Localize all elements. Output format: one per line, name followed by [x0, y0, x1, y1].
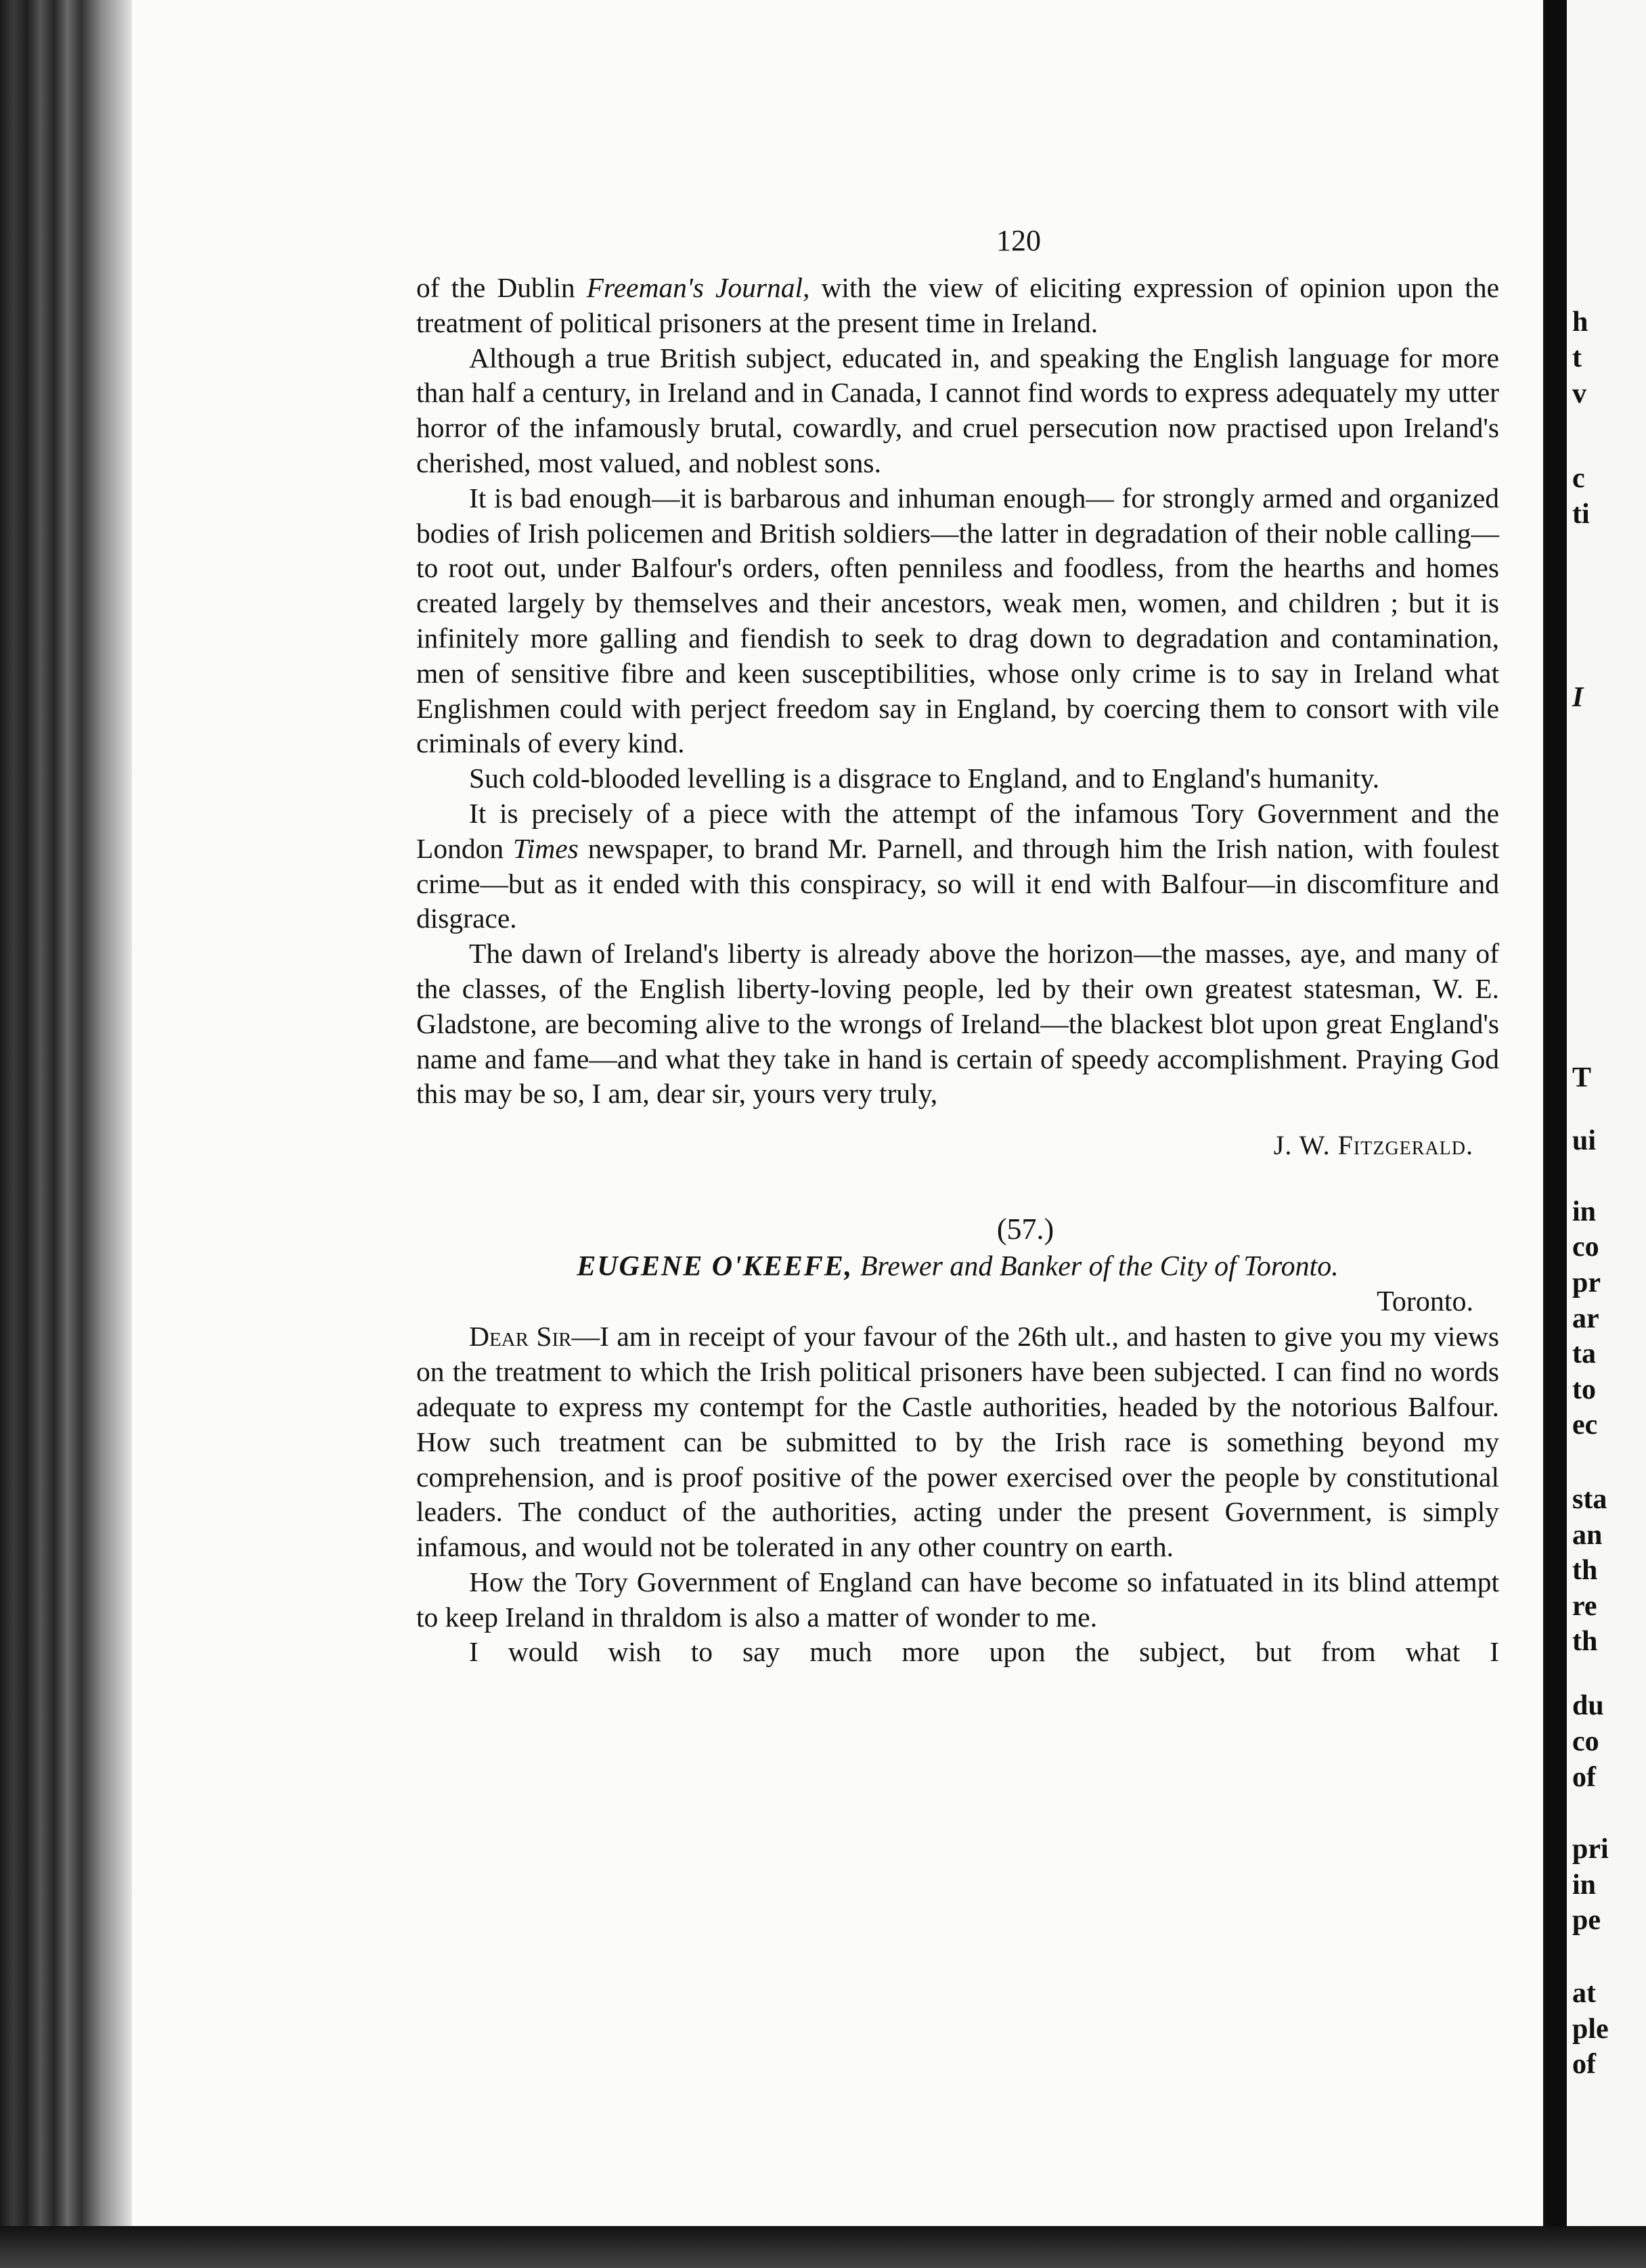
letter-paragraph: I would wish to say much more upon the subject, but from what I — [469, 1636, 1499, 1668]
next-page-fragment: c — [1572, 463, 1585, 494]
letter-paragraph: Although a true British subject, educated in, and speaking the English language for more than half a century, in Ireland and in Canada, I cannot find words to express adequately my utter horror of the infamously brutal, cowardly, and cruel persecution now practised upon Ireland's cherished, most valued, and noblest sons. — [416, 342, 1499, 478]
letter-paragraph: The dawn of Ireland's liberty is already above the horizon—the masses, aye, and many of the classes, of the English liberty-loving people, led by their own greatest statesman, W. E. Gladstone, are becoming alive to the wrongs of Ireland—the blackest blot upon great England's name and fame—and what they take in hand is certain of speedy accomplishment. Praying God this may be so, I am, dear sir, yours very truly, — [416, 938, 1499, 1110]
next-page-fragment: of — [1572, 1762, 1596, 1793]
next-page-fragment: I — [1572, 682, 1584, 713]
next-page-edge — [1567, 0, 1646, 2233]
next-page-fragment: sta — [1572, 1484, 1607, 1515]
next-page-fragment: an — [1572, 1520, 1603, 1551]
letter-number: (57.) — [996, 1212, 1054, 1246]
letter-place: Toronto. — [1377, 1286, 1473, 1317]
journal-title: Freeman's Journal, — [586, 272, 810, 303]
signature: J. W. Fitzgerald. — [1273, 1130, 1473, 1161]
continuation-text-end: with the view of eliciting expression of opinion upon the treatment of political prisoners at the present time in Ireland. — [416, 272, 1499, 338]
newspaper-title: Times — [512, 832, 579, 864]
page-gutter — [1547, 0, 1567, 2268]
letter-paragraph: How the Tory Government of England can have become so infatuated in its blind attempt to keep Ireland in thraldom is also a matter of wonder to me. — [416, 1566, 1499, 1633]
next-page-fragment: in — [1572, 1196, 1597, 1227]
letter-paragraph — [416, 1319, 1499, 1565]
letter-heading — [416, 1250, 1499, 1285]
next-page-fragment: ta — [1572, 1338, 1596, 1369]
next-page-fragment: ui — [1572, 1125, 1597, 1156]
next-page-fragment: T — [1572, 1062, 1592, 1093]
next-page-fragment: co — [1572, 1726, 1599, 1757]
letter-paragraph — [416, 796, 1499, 936]
next-page-fragment: v — [1572, 378, 1586, 409]
next-page-fragment: du — [1572, 1690, 1604, 1721]
next-page-fragment: pr — [1572, 1267, 1601, 1298]
continuation-text-start: of the Dublin — [416, 272, 587, 303]
next-page-fragment: at — [1572, 1978, 1596, 2009]
next-page-fragment: t — [1572, 342, 1582, 373]
next-page-fragment: ti — [1572, 499, 1590, 530]
page-bottom-edge — [0, 2226, 1646, 2268]
next-page-fragment: re — [1572, 1591, 1597, 1622]
next-page-fragment: ec — [1572, 1409, 1598, 1441]
continuation-paragraph — [416, 271, 1499, 341]
salutation: Dear Sir — [469, 1321, 572, 1353]
next-page-fragment: co — [1572, 1231, 1599, 1263]
author-name: EUGENE O'KEEFE, — [577, 1250, 853, 1282]
letter-paragraph: Such cold-blooded levelling is a disgrace to England, and to England's humanity. — [469, 763, 1380, 794]
next-page-fragment: pri — [1572, 1834, 1609, 1865]
book-binding — [0, 0, 135, 2268]
next-page-fragment: in — [1572, 1869, 1597, 1901]
page-number: 120 — [996, 224, 1041, 257]
next-page-fragment: of — [1572, 2049, 1596, 2080]
next-page-fragment: ar — [1572, 1303, 1599, 1334]
letter-paragraph: It is bad enough—it is barbarous and inhuman enough— for strongly armed and organized bodies of Irish policemen and British soldiers—the latter in degradation of their noble calling—to root out, under Balfour's orders, often penniless and foodless, from the hearths and homes created largely by themselves and their ancestors, weak men, women, and children ; but it is infinitely more galling and fiendish to seek to drag down to degradation and contamination, men of sensitive fibre and keen susceptibilities, whose only crime is to say in Ireland what Englishmen could with perject freedom say in England, by coercing them to consort with vile criminals of every kind. — [416, 482, 1499, 759]
next-page-fragment: h — [1572, 307, 1588, 338]
next-page-fragment: th — [1572, 1626, 1598, 1657]
page-content — [416, 223, 1499, 1670]
next-page-fragment: to — [1572, 1374, 1596, 1405]
next-page-fragment: ple — [1572, 2014, 1609, 2045]
paragraph-text-start: It is precisely of a piece with the attempt of the infamous Tory Government and the London — [416, 797, 1499, 864]
paragraph-text-end: newspaper, to brand Mr. Parnell, and through him the Irish nation, with foulest crime—but as it ended with this conspiracy, so will it end with Balfour—in discomfiture and disgrace. — [416, 832, 1499, 934]
next-page-fragment: pe — [1572, 1905, 1601, 1936]
paragraph-text: —I am in receipt of your favour of the 26th ult., and hasten to give you my views on the treatment to which the Irish political prisoners have been subjected. I can find no words adequate to express my contempt for the Castle authorities, headed by the notorious Balfour. How such treatment can be submitted to by the Irish race is something beyond my comprehension, and is proof positive of the power exercised over the people by constitutional leaders. The conduct of the authorities, acting under the present Government, is simply infamous, and would not be tolerated in any other country on earth. — [416, 1321, 1499, 1563]
next-page-fragment: th — [1572, 1555, 1598, 1586]
author-title: Brewer and Banker of the City of Toronto. — [853, 1250, 1339, 1282]
